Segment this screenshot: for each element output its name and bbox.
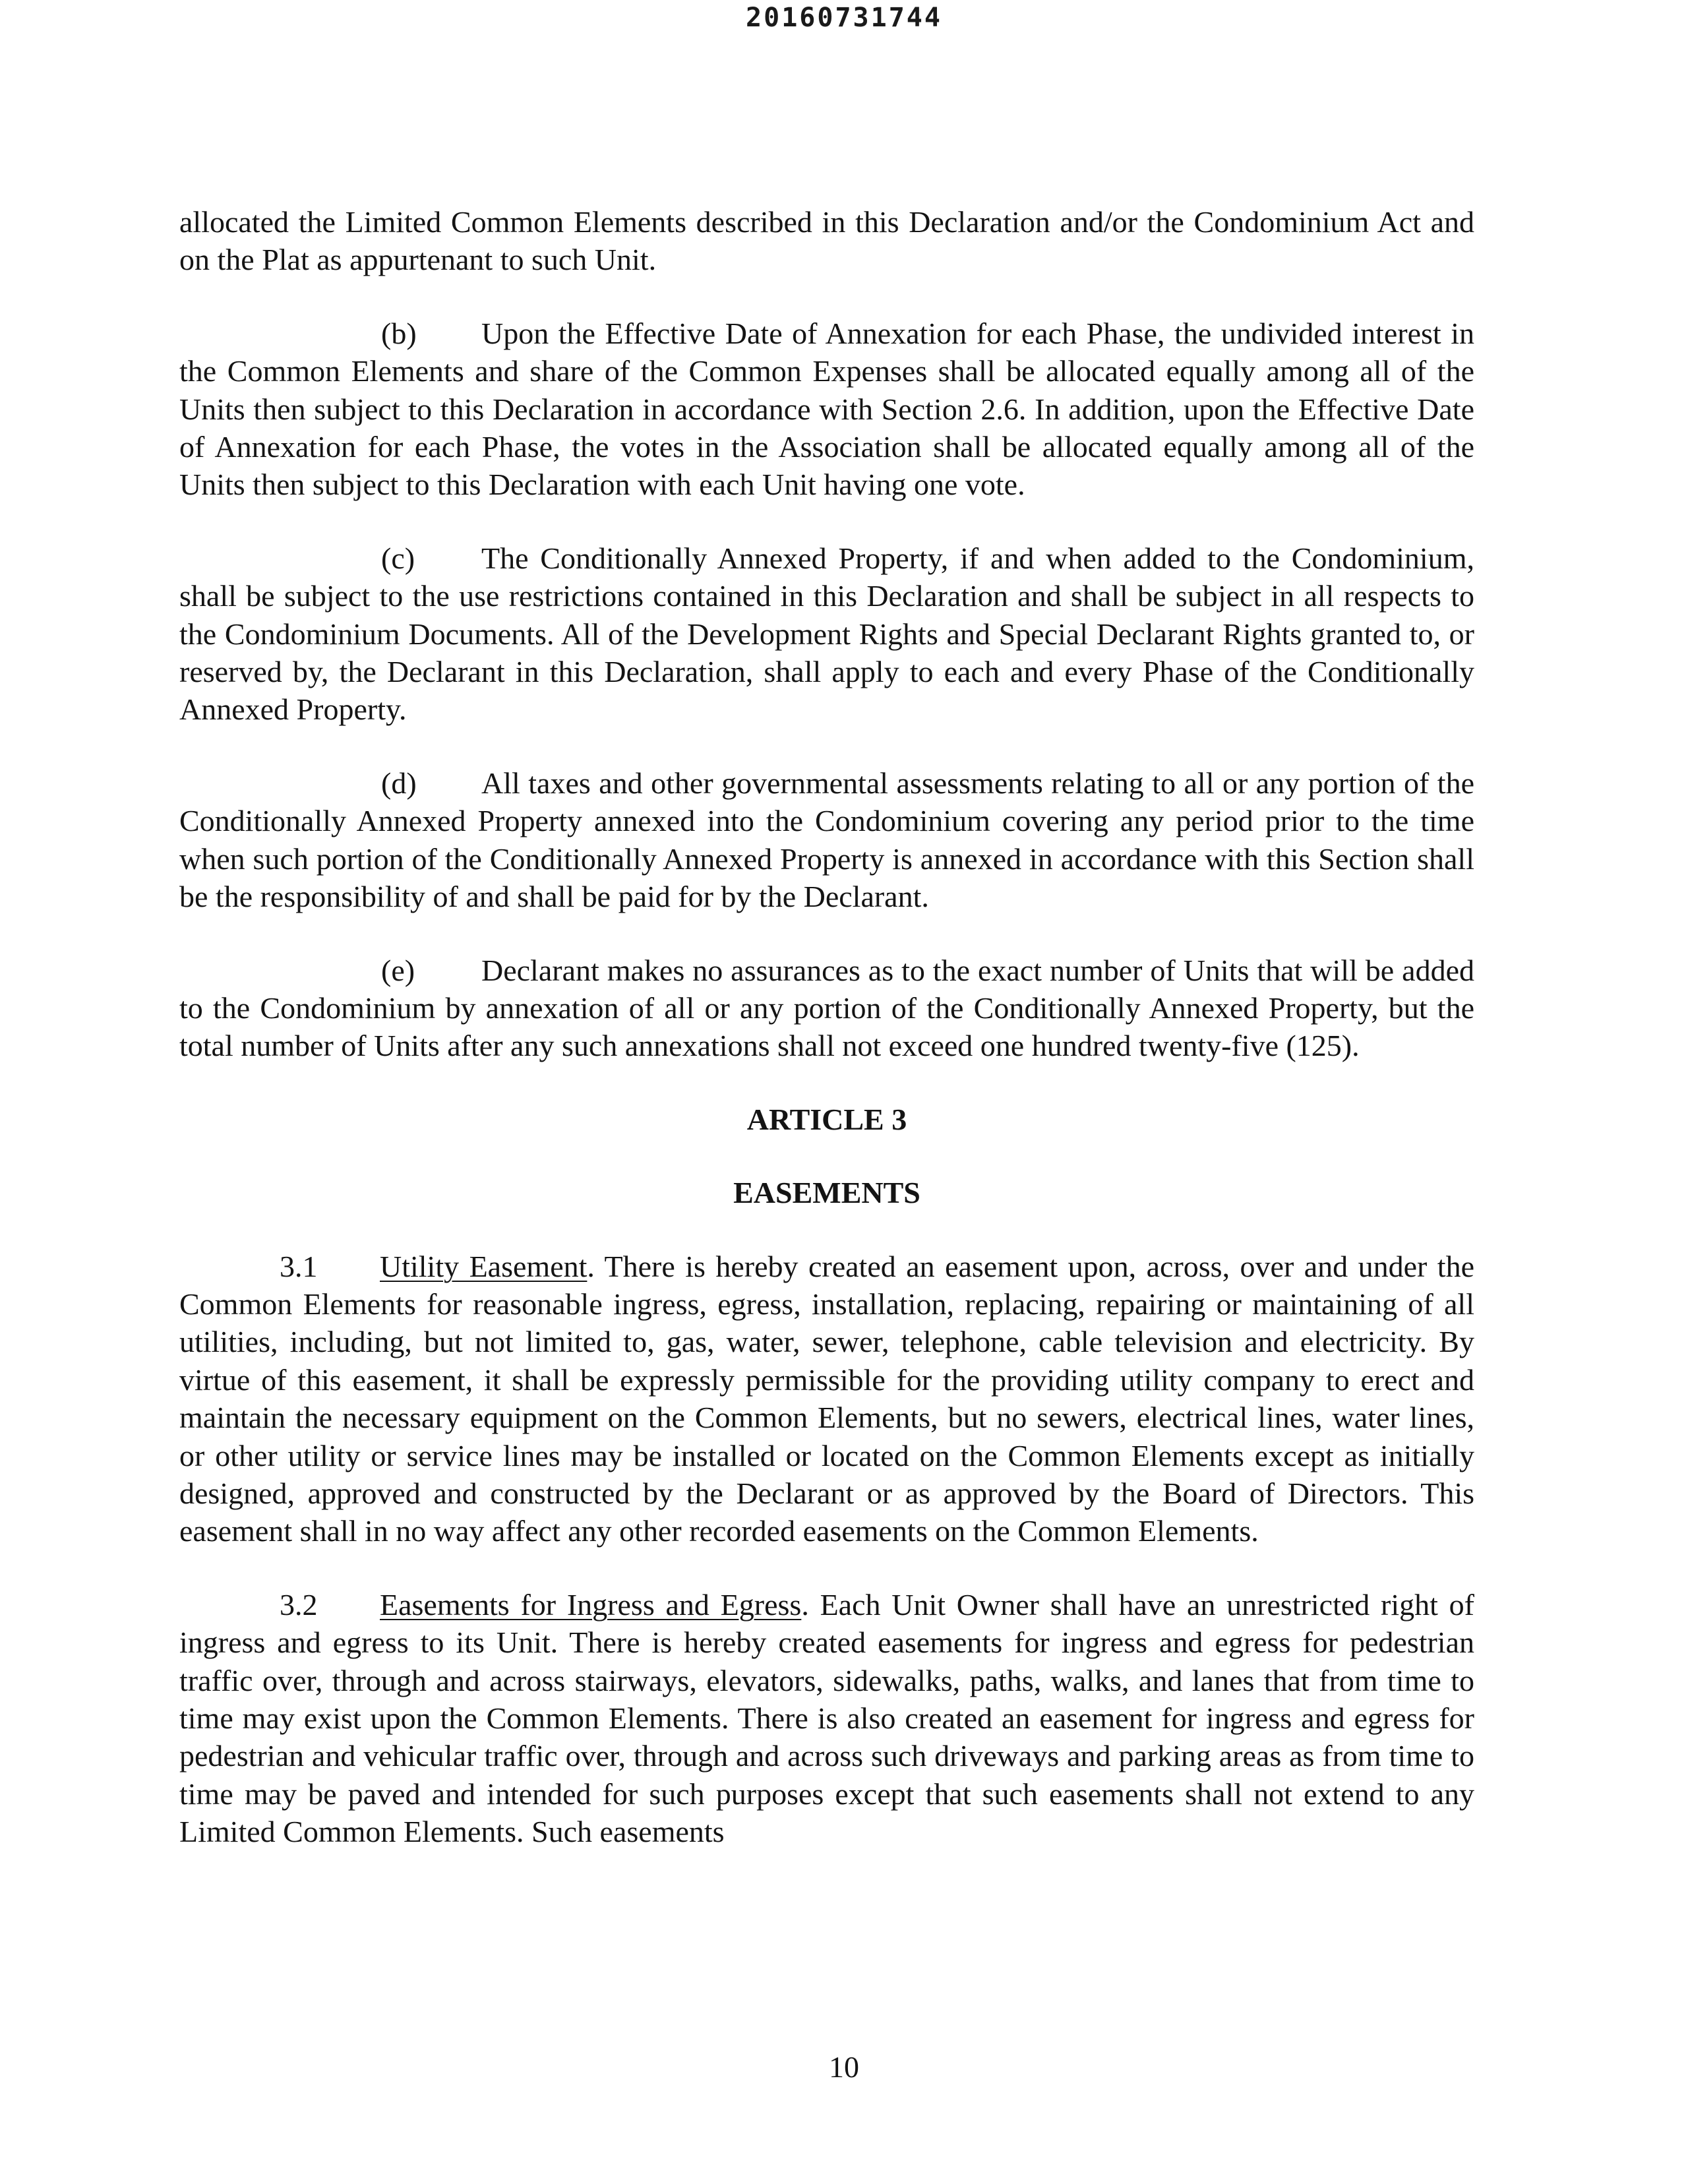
section-number: 3.1 — [280, 1249, 318, 1283]
section-title: Easements for Ingress and Egress — [380, 1587, 802, 1622]
subsection-d — [179, 764, 1474, 916]
document-number: 20160731744 — [746, 3, 942, 33]
page-number: 10 — [829, 2050, 859, 2084]
subsection-label: (c) — [381, 541, 415, 575]
subsection-label: (e) — [381, 953, 415, 987]
subsection-text: Upon the Effective Date of Annexation for each Phase, the undivided interest in the Common Elements and share of the Common Expenses shall be allocated equally among all of the Units then subject to this Declaration in accordance with Section 2.6. In addition, upon the Effective Date of Annexation for each Phase, the votes in the Association shall be allocated equally among all of the Units then subject to this Declaration with each Unit having one vote. — [179, 316, 1474, 502]
article-title: EASEMENTS — [733, 1176, 920, 1210]
subsection-c — [179, 539, 1474, 729]
paragraph-gap — [179, 916, 1474, 952]
intro-paragraph: allocated the Limited Common Elements described in this Declaration and/or the Condominium Act and on the Plat as appurtenant to such Unit. — [179, 205, 1474, 277]
paragraph-gap — [179, 1550, 1474, 1586]
section-text: . There is hereby created an easement upon, across, over and under the Common Elements for reasonable ingress, egress, installation, replacing, repairing or maintaining of all utilities, including, but not limited to, gas, water, sewer, telephone, cable television and electricity. By virtue of this easement, it shall be expressly permissible for the providing utility company to erect and maintain the necessary equipment on the Common Elements, but no sewers, electrical lines, water lines, or other utility or service lines may be installed or located on the Common Elements except as initially designed, approved and constructed by the Declarant or as approved by the Board of Directors. This easement shall in no way affect any other recorded easements on the Common Elements. — [179, 1249, 1474, 1548]
subsection-label: (d) — [381, 766, 417, 800]
paragraph-gap — [179, 1065, 1474, 1101]
subsection-e — [179, 952, 1474, 1065]
subsection-text: Declarant makes no assurances as to the exact number of Units that will be added to the Condominium by annexation of all or any portion of the Conditionally Annexed Property, but the total number of Units after any such annexations shall not exceed one hundred twenty-five (125). — [179, 953, 1474, 1063]
paragraph-gap — [179, 1138, 1474, 1174]
subsection-label: (b) — [381, 316, 417, 350]
subsection-text: The Conditionally Annexed Property, if and when added to the Condominium, shall be subject to the use restrictions contained in this Declaration and shall be subject in all respects to the Condominium Documents. All of the Development Rights and Special Declarant Rights granted to, or reserved by, the Declarant in this Declaration, shall apply to each and every Phase of the Conditionally Annexed Property. — [179, 541, 1474, 727]
paragraph-gap — [179, 1212, 1474, 1248]
paragraph-gap — [179, 279, 1474, 315]
subsection-text: All taxes and other governmental assessments relating to all or any portion of the Conditionally Annexed Property annexed into the Condominium covering any period prior to the time when such portion of the Conditionally Annexed Property is annexed in accordance with this Section shall be the responsibility of and shall be paid for by the Declarant. — [179, 766, 1474, 914]
subsection-b — [179, 315, 1474, 504]
document-body — [179, 203, 1474, 1851]
section-3-2 — [179, 1586, 1474, 1851]
article-heading: ARTICLE 3 — [746, 1102, 907, 1136]
section-number: 3.2 — [280, 1587, 318, 1622]
section-3-1 — [179, 1248, 1474, 1550]
paragraph-gap — [179, 729, 1474, 764]
paragraph-gap — [179, 504, 1474, 539]
section-title: Utility Easement — [380, 1249, 588, 1283]
section-text: . Each Unit Owner shall have an unrestricted right of ingress and egress to its Unit. There is hereby created easements for ingress and egress for pedestrian traffic over, through and across stairways, elevators, sidewalks, paths, walks, and lanes that from time to time may exist upon the Common Elements. There is also created an easement for ingress and egress for pedestrian and vehicular traffic over, through and across such driveways and parking areas as from time to time may be paved and intended for such purposes except that such easements shall not extend to any Limited Common Elements. Such easements — [179, 1587, 1474, 1849]
